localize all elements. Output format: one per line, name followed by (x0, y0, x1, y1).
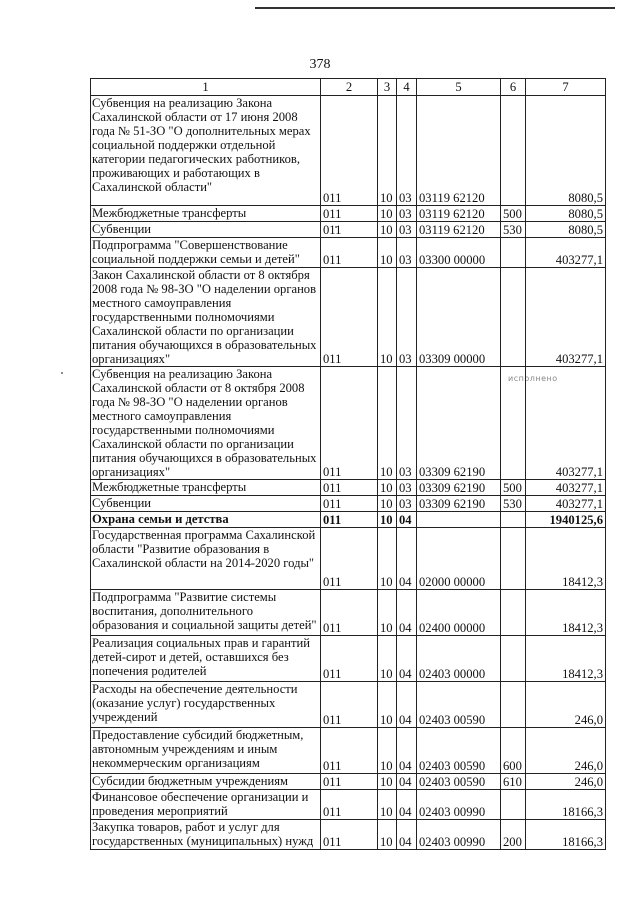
cell-c7: 8080,5 (526, 96, 606, 206)
cell-c5: 02403 00590 (417, 728, 501, 774)
cell-c4: 04 (397, 512, 417, 528)
cell-c5: 02403 00590 (417, 682, 501, 728)
cell-c5: 02403 00590 (417, 774, 501, 790)
cell-c6 (501, 636, 526, 682)
cell-c2: 011 (321, 790, 378, 820)
cell-c7: 8080,5 (526, 222, 606, 238)
table-row (91, 268, 606, 367)
table-row (91, 206, 606, 222)
table-row (91, 480, 606, 496)
row-name: Субвенции (91, 222, 321, 238)
budget-table (90, 78, 606, 850)
cell-c6: 530 (501, 222, 526, 238)
cell-c5: 03119 62120 (417, 96, 501, 206)
cell-c5: 02000 00000 (417, 528, 501, 590)
cell-c6 (501, 590, 526, 636)
cell-c7: 403277,1 (526, 238, 606, 268)
table-row (91, 222, 606, 238)
cell-c2: 011 (321, 728, 378, 774)
cell-c7: 8080,5 (526, 206, 606, 222)
cell-c7: 403277,1 (526, 367, 606, 480)
cell-c2: 011 (321, 206, 378, 222)
cell-c3: 10 (378, 496, 397, 512)
cell-c2: 011 (321, 820, 378, 850)
cell-c7: 18412,3 (526, 636, 606, 682)
cell-c7: 246,0 (526, 728, 606, 774)
cell-c3: 10 (378, 268, 397, 367)
cell-c6: 500 (501, 480, 526, 496)
cell-c7: 403277,1 (526, 268, 606, 367)
cell-c7: 403277,1 (526, 496, 606, 512)
cell-c3: 10 (378, 528, 397, 590)
cell-c7: 246,0 (526, 682, 606, 728)
row-name: Субвенция на реализацию Закона Сахалинской области от 8 октября 2008 года № 98-ЗО "О наделении органов местного самоуправления государственными полномочиями Сахалинской области по организации питания обучающихся в образовательных организациях" (91, 367, 321, 480)
cell-c6: 610 (501, 774, 526, 790)
cell-c4: 03 (397, 367, 417, 480)
cell-c5: 03309 62190 (417, 496, 501, 512)
cell-c4: 03 (397, 96, 417, 206)
table-row (91, 238, 606, 268)
cell-c7: 403277,1 (526, 480, 606, 496)
cell-c4: 04 (397, 636, 417, 682)
column-header: 3 (378, 79, 397, 96)
cell-c5: 03119 62120 (417, 222, 501, 238)
cell-c3: 10 (378, 512, 397, 528)
page-number: 378 (309, 57, 331, 72)
column-header: 6 (501, 79, 526, 96)
scan-speck (61, 372, 63, 374)
cell-c5: 02403 00990 (417, 820, 501, 850)
cell-c3: 10 (378, 206, 397, 222)
cell-c5: 03309 62190 (417, 480, 501, 496)
cell-c4: 04 (397, 528, 417, 590)
cell-c4: 04 (397, 790, 417, 820)
row-name: Финансовое обеспечение организации и проведения мероприятий (91, 790, 321, 820)
cell-c5: 03309 00000 (417, 268, 501, 367)
cell-c7: 18166,3 (526, 820, 606, 850)
cell-c6 (501, 512, 526, 528)
cell-c4: 04 (397, 590, 417, 636)
cell-c3: 10 (378, 590, 397, 636)
cell-c3: 10 (378, 682, 397, 728)
cell-c2: 011 (321, 636, 378, 682)
cell-c5: 02403 00000 (417, 636, 501, 682)
cell-c4: 03 (397, 222, 417, 238)
table-row (91, 96, 606, 206)
cell-c2: 011 (321, 367, 378, 480)
cell-c3: 10 (378, 728, 397, 774)
table-row (91, 590, 606, 636)
row-name: Реализация социальных прав и гарантий детей-сирот и детей, оставшихся без попечения родителей (91, 636, 321, 682)
row-name: Предоставление субсидий бюджетным, автономным учреждениям и иным некоммерческим организациям (91, 728, 321, 774)
cell-c7: 18412,3 (526, 590, 606, 636)
row-name: Закупка товаров, работ и услуг для государственных (муниципальных) нужд (91, 820, 321, 850)
cell-c3: 10 (378, 480, 397, 496)
cell-c2: 011 (321, 512, 378, 528)
cell-c5 (417, 512, 501, 528)
column-header: 5 (417, 79, 501, 96)
stamp-mark: исполнено (508, 374, 558, 383)
cell-c3: 10 (378, 367, 397, 480)
table-row (91, 790, 606, 820)
cell-c2: 011 (321, 682, 378, 728)
row-name: Расходы на обеспечение деятельности (оказание услуг) государственных учреждений (91, 682, 321, 728)
table-row (91, 820, 606, 850)
cell-c2: 011 (321, 528, 378, 590)
cell-c2: 011 (321, 238, 378, 268)
column-header: 4 (397, 79, 417, 96)
cell-c4: 04 (397, 774, 417, 790)
row-name: Субвенции (91, 496, 321, 512)
cell-c4: 03 (397, 480, 417, 496)
cell-c2: 011 (321, 268, 378, 367)
cell-c4: 04 (397, 728, 417, 774)
table-row (91, 512, 606, 528)
cell-c6: 200 (501, 820, 526, 850)
cell-c7: 18166,3 (526, 790, 606, 820)
column-header: 2 (321, 79, 378, 96)
cell-c3: 10 (378, 222, 397, 238)
row-name: Государственная программа Сахалинской области "Развитие образования в Сахалинской области на 2014-2020 годы" (91, 528, 321, 590)
column-header: 7 (526, 79, 606, 96)
top-rule (255, 7, 615, 9)
table-row (91, 728, 606, 774)
row-name: Подпрограмма "Совершенствование социальной поддержки семьи и детей" (91, 238, 321, 268)
cell-c7: 1940125,6 (526, 512, 606, 528)
row-name: Закон Сахалинской области от 8 октября 2008 года № 98-ЗО "О наделении органов местного самоуправления государственными полномочиями Сахалинской области по организации питания обучающихся в образовательных организациях" (91, 268, 321, 367)
cell-c3: 10 (378, 774, 397, 790)
table-row (91, 496, 606, 512)
cell-c4: 03 (397, 206, 417, 222)
cell-c6: 600 (501, 728, 526, 774)
table-header-row (91, 79, 606, 96)
cell-c4: 04 (397, 820, 417, 850)
row-name: Субвенция на реализацию Закона Сахалинской области от 17 июня 2008 года № 51-ЗО "О дополнительных мерах социальной поддержки отдельной категории педагогических работников, проживающих и работающих в Сахалинской области" (91, 96, 321, 206)
cell-c3: 10 (378, 820, 397, 850)
cell-c2: 011 (321, 480, 378, 496)
cell-c6 (501, 790, 526, 820)
cell-c5: 03309 62190 (417, 367, 501, 480)
row-name: Подпрограмма "Развитие системы воспитания, дополнительного образования и социальной защиты детей" (91, 590, 321, 636)
cell-c5: 02403 00990 (417, 790, 501, 820)
table-row (91, 636, 606, 682)
cell-c4: 03 (397, 268, 417, 367)
row-name: Межбюджетные трансферты (91, 206, 321, 222)
table-row (91, 774, 606, 790)
cell-c3: 10 (378, 96, 397, 206)
cell-c7: 246,0 (526, 774, 606, 790)
table-row (91, 528, 606, 590)
cell-c6 (501, 238, 526, 268)
cell-c4: 03 (397, 238, 417, 268)
cell-c6 (501, 528, 526, 590)
cell-c2: 011 (321, 96, 378, 206)
cell-c3: 10 (378, 790, 397, 820)
cell-c6: 530 (501, 496, 526, 512)
cell-c3: 10 (378, 238, 397, 268)
row-name: Межбюджетные трансферты (91, 480, 321, 496)
table-row (91, 682, 606, 728)
table-row (91, 367, 606, 480)
cell-c5: 03300 00000 (417, 238, 501, 268)
cell-c6 (501, 268, 526, 367)
cell-c2: 011 (321, 222, 378, 238)
cell-c6 (501, 367, 526, 480)
cell-c5: 02400 00000 (417, 590, 501, 636)
table-body (91, 79, 606, 850)
cell-c2: 011 (321, 774, 378, 790)
cell-c6 (501, 682, 526, 728)
column-header: 1 (91, 79, 321, 96)
cell-c5: 03119 62120 (417, 206, 501, 222)
cell-c4: 03 (397, 496, 417, 512)
cell-c6: 500 (501, 206, 526, 222)
row-name: Субсидии бюджетным учреждениям (91, 774, 321, 790)
cell-c2: 011 (321, 496, 378, 512)
row-name: Охрана семьи и детства (91, 512, 321, 528)
cell-c7: 18412,3 (526, 528, 606, 590)
cell-c6 (501, 96, 526, 206)
cell-c4: 04 (397, 682, 417, 728)
cell-c3: 10 (378, 636, 397, 682)
cell-c2: 011 (321, 590, 378, 636)
